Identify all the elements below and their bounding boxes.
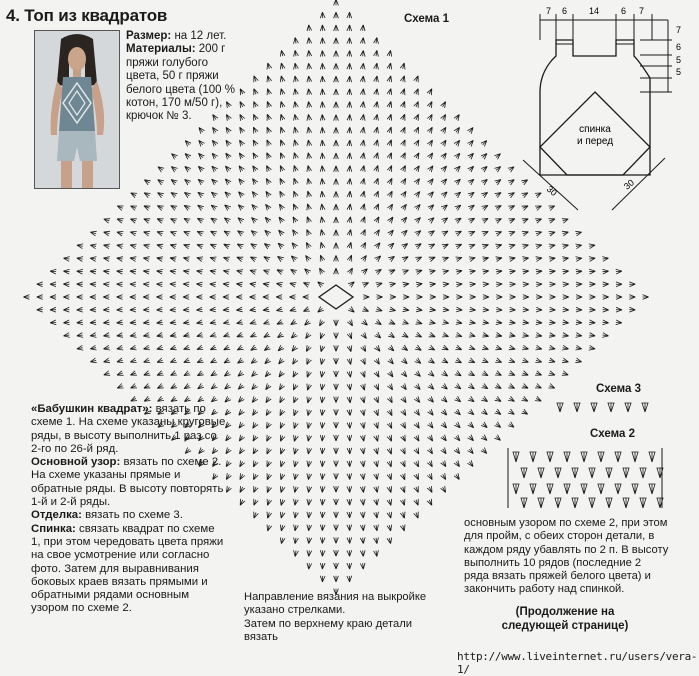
stitch-mark bbox=[649, 484, 656, 494]
back-label: Спинка: bbox=[31, 522, 76, 535]
back-text: связать квадрат по схеме 1, при этом чередовать цвета пряжи на свое усмотрение или согласно фото. Затем для выравнивания боковых краев вязать прямыми и обратными рядами основным узором по схеме 2. bbox=[31, 522, 224, 615]
stitch-mark bbox=[572, 498, 579, 508]
stitch-mark bbox=[608, 403, 615, 412]
stitch-mark bbox=[547, 484, 554, 494]
stitch-mark bbox=[564, 452, 571, 462]
finish-text: вязать по схеме 3. bbox=[81, 509, 183, 522]
dim-side-2: 6 bbox=[676, 42, 682, 52]
dim-top-2: 6 bbox=[562, 6, 568, 16]
stitch-mark bbox=[623, 498, 630, 508]
instructions-block bbox=[31, 403, 227, 616]
page-title: 4. Топ из квадратов bbox=[6, 6, 168, 25]
stitch-mark bbox=[557, 403, 564, 412]
dim-right: 30 bbox=[621, 177, 636, 192]
dim-side-3: 5 bbox=[676, 55, 682, 65]
center-label-2: и перед bbox=[576, 136, 614, 147]
granny-text: вязать по схеме 1. На схеме указаны круговые ряды, в высоту выполнить 1 раз со 2-го по 26-й ряд. bbox=[31, 403, 226, 455]
stitch-mark bbox=[538, 498, 545, 508]
stitch-mark bbox=[632, 452, 639, 462]
stitch-mark bbox=[625, 403, 632, 412]
stitch-mark bbox=[581, 484, 588, 494]
size-value: на 12 лет. bbox=[171, 30, 227, 42]
stitch-mark bbox=[598, 484, 605, 494]
scheme-2-marks bbox=[513, 452, 664, 508]
stitch-mark bbox=[615, 484, 622, 494]
main-pattern-label: Основной узор: bbox=[31, 456, 121, 469]
dim-top-5: 7 bbox=[639, 6, 645, 16]
stitch-mark bbox=[572, 468, 579, 478]
stitch-mark bbox=[623, 468, 630, 478]
stitch-mark bbox=[615, 452, 622, 462]
stitch-mark bbox=[513, 484, 520, 494]
main-pattern-text: вязать по схеме 2. На схеме указаны прямые и обратные ряды. В высоту повторять 1-й и 2-й ряды. bbox=[31, 456, 224, 509]
dim-left: 30 bbox=[544, 183, 559, 198]
size-label: Размер: bbox=[126, 30, 172, 42]
stitch-mark bbox=[530, 452, 537, 462]
dim-side-4: 5 bbox=[676, 67, 682, 77]
arrows-note-line-1: Направление вязания на выкройке указано стрелками. bbox=[244, 591, 427, 617]
stitch-mark bbox=[589, 468, 596, 478]
stitch-mark bbox=[591, 403, 598, 412]
dim-side-1: 7 bbox=[676, 25, 682, 35]
stitch-mark bbox=[547, 452, 554, 462]
arrows-note-line-2: Затем по верхнему краю детали вязать bbox=[244, 617, 413, 643]
scheme-2-label: Схема 2 bbox=[590, 428, 636, 440]
stitch-mark bbox=[521, 468, 528, 478]
stitch-mark bbox=[555, 498, 562, 508]
armhole-instructions: основным узором по схеме 2, при этом для пройм, с обеих сторон детали, в каждом ряду убавлять по 2 п. В высоту выполнить 10 рядов (последние 2 ряда вязать пряжей белого цвета) и закончить работу над спинкой. bbox=[464, 517, 669, 596]
materials-label: Материалы: bbox=[126, 43, 196, 56]
scheme-1-label: Схема 1 bbox=[404, 13, 450, 25]
center-label-1: спинка bbox=[579, 124, 611, 135]
stitch-mark bbox=[574, 403, 581, 412]
source-url: http://www.liveinternet.ru/users/vera-1/ bbox=[457, 650, 698, 676]
stitch-mark bbox=[564, 484, 571, 494]
stitch-mark bbox=[581, 452, 588, 462]
stitch-mark bbox=[640, 498, 647, 508]
stitch-mark bbox=[555, 468, 562, 478]
stitch-mark bbox=[530, 484, 537, 494]
finish-label: Отделка: bbox=[31, 509, 82, 522]
dim-top-1: 7 bbox=[546, 6, 552, 16]
stitch-mark bbox=[642, 403, 649, 412]
continuation-note: (Продолжение на следующей странице) bbox=[501, 606, 629, 632]
stitch-mark bbox=[598, 452, 605, 462]
scheme-3-label: Схема 3 bbox=[596, 383, 642, 395]
stitch-mark bbox=[640, 468, 647, 478]
stitch-mark bbox=[649, 452, 656, 462]
stitch-mark bbox=[606, 498, 613, 508]
stitch-mark bbox=[589, 498, 596, 508]
stitch-mark bbox=[513, 452, 520, 462]
stitch-mark bbox=[632, 484, 639, 494]
stitch-mark bbox=[538, 468, 545, 478]
stitch-mark bbox=[606, 468, 613, 478]
arrows-note bbox=[244, 591, 444, 644]
dim-top-4: 6 bbox=[621, 6, 627, 16]
granny-label: «Бабушкин квадрат»: bbox=[31, 403, 153, 415]
materials-value: 200 г пряжи голубого цвета, 50 г пряжи белого цвета (100 % котон, 170 м/50 г), крючок № 3. bbox=[126, 43, 235, 123]
stitch-mark bbox=[521, 498, 528, 508]
dim-top-3: 14 bbox=[589, 6, 600, 16]
scheme-3-marks bbox=[557, 403, 649, 412]
